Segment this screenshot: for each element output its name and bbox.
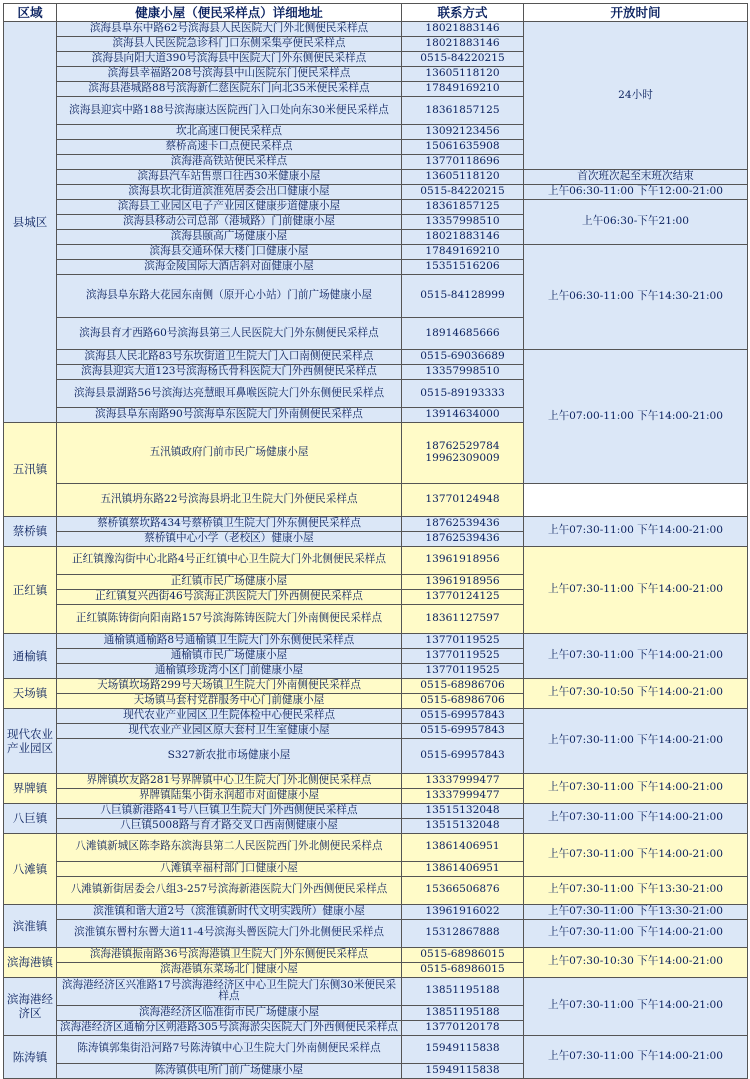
address-cell: 滨海县阜东南路90号滨海阜东医院大门外南侧便民采样点 [57,408,402,423]
address-cell: 五汛镇坍东路22号滨海县坍北卫生院大门外便民采样点 [57,484,402,517]
hours-cell: 上午07:00-11:00 下午14:00-21:00 [524,350,748,484]
hours-cell: 上午07:30-11:00 下午14:00-21:00 [524,516,748,546]
table-row [4,773,748,788]
address-cell: 五汛镇政府门前市民广场健康小屋 [57,423,402,484]
region-cell: 正红镇 [4,546,57,633]
phone-cell: 13770118696 [402,155,524,170]
phone-cell: 17849169210 [402,245,524,260]
header-row [4,4,748,22]
hours-cell: 上午07:30-11:00 下午14:00-21:00 [524,803,748,833]
table-row [4,977,748,1005]
table-row [4,200,748,215]
phone-cell: 13357998510 [402,215,524,230]
region-cell: 蔡桥镇 [4,516,57,546]
phone-cell: 13961916022 [402,904,524,919]
phone-cell: 15351516206 [402,260,524,275]
region-cell: 现代农业产业园区 [4,708,57,773]
table-row [4,919,748,947]
address-cell: 滨海县移动公司总部（港城路）门前健康小屋 [57,215,402,230]
hours-cell: 上午07:30-11:00 下午14:00-21:00 [524,633,748,678]
table-row [4,876,748,904]
address-cell: 八巨镇5008路与育才路交叉口西南侧健康小屋 [57,818,402,833]
table-row [4,245,748,260]
phone-cell: 18021883146 [402,230,524,245]
address-cell: 滨海县坎北街道滨淮苑居委会出口健康小屋 [57,185,402,200]
address-cell: 滨海县交通环保大楼门口健康小屋 [57,245,402,260]
table-row [4,708,748,723]
table-row [4,1035,748,1063]
phone-cell: 13851195188 [402,977,524,1005]
hours-cell: 上午07:30-11:00 下午14:00-21:00 [524,919,748,947]
hours-cell: 上午07:30-11:00 下午14:00-21:00 [524,773,748,803]
phone-cell: 0515-69957843 [402,738,524,773]
phone-cell: 15949115838 [402,1035,524,1063]
region-cell: 通榆镇 [4,633,57,678]
address-cell: 陈涛镇郭集街沿河路7号陈涛镇中心卫生院大门外南侧便民采样点 [57,1035,402,1063]
hours-cell: 上午07:30-11:00 下午14:00-21:00 [524,1035,748,1078]
phone-cell: 13337999477 [402,773,524,788]
address-cell: 滨海港高铁站便民采样点 [57,155,402,170]
address-cell: 通榆镇珍珑湾小区门前健康小屋 [57,663,402,678]
table-row [4,185,748,200]
address-cell: 滨淮镇和谐大道2号（滨淮镇新时代文明实践所）健康小屋 [57,904,402,919]
phone-cell: 18361857125 [402,97,524,125]
address-cell: 滨海县阜东中路62号滨海县人民医院大门外北侧便民采样点 [57,22,402,37]
phone-cell: 15312867888 [402,919,524,947]
address-cell: 现代农业产业园区卫生院体检中心便民采样点 [57,708,402,723]
address-cell: 滨海县景湖路56号滨海达亮慧眼耳鼻喉医院大门外东侧便民采样点 [57,380,402,408]
sampling-points-table [3,3,748,1079]
table-row [4,803,748,818]
phone-cell: 13605118120 [402,170,524,185]
address-cell: 滨海县迎宾大道123号滨海杨氏骨科医院大门外西侧便民采样点 [57,365,402,380]
hours-cell: 上午07:30-10:50 下午14:00-21:00 [524,678,748,708]
hours-cell: 上午06:30-11:00 下午12:00-21:00 [524,185,748,200]
hours-cell: 上午07:30-11:00 下午14:00-21:00 [524,546,748,633]
table-row [4,904,748,919]
phone-cell: 17849169210 [402,82,524,97]
phone-cell: 13961918956 [402,546,524,574]
address-cell: 滨海县向阳大道390号滨海县中医院大门外东侧便民采样点 [57,52,402,67]
address-cell: 正红镇市民广场健康小屋 [57,574,402,589]
phone-cell: 0515-69036689 [402,350,524,365]
address-cell: 通榆镇通榆路8号通榆镇卫生院大门外东侧便民采样点 [57,633,402,648]
phone-cell: 13605118120 [402,67,524,82]
phone-cell: 13337999477 [402,788,524,803]
address-cell: 蔡桥高速卡口点便民采样点 [57,140,402,155]
table-row [4,170,748,185]
phone-cell: 15949115838 [402,1063,524,1078]
phone-cell: 18021883146 [402,37,524,52]
phone-cell: 15366506876 [402,876,524,904]
phone-cell: 13092123456 [402,125,524,140]
table-row [4,833,748,861]
address-cell: 滨海金陵国际大酒店斜对面健康小屋 [57,260,402,275]
address-cell: 滨海县人民北路83号东坎街道卫生院大门入口南侧便民采样点 [57,350,402,365]
address-cell: 滨海县汽车站售票口往西30米健康小屋 [57,170,402,185]
hours-cell: 上午07:30-11:00 下午13:30-21:00 [524,876,748,904]
table-row [4,516,748,531]
address-cell: 滨海港经济区兴准路17号滨海港经济区中心卫生院大门东侧30米便民采样点 [57,977,402,1005]
region-cell: 滨海港经济区 [4,977,57,1035]
address-cell: 滨海县人民医院急诊科门口东侧采集亭便民采样点 [57,37,402,52]
address-cell: 现代农业产业园区原大套村卫生室健康小屋 [57,723,402,738]
table-row [4,678,748,693]
phone-cell: 18361857125 [402,200,524,215]
hours-cell: 上午07:30-11:00 下午14:00-21:00 [524,977,748,1035]
phone-cell: 13961918956 [402,574,524,589]
table-row [4,947,748,962]
phone-cell: 18762529784 19962309009 [402,423,524,484]
phone-cell: 0515-69957843 [402,708,524,723]
hours-cell: 24小时 [524,22,748,170]
table-row [4,633,748,648]
address-cell: 正红镇陈铸街向阳南路157号滨海陈铸医院大门外南侧便民采样点 [57,604,402,633]
region-cell: 界牌镇 [4,773,57,803]
hours-cell: 上午07:30-10:30 下午14:00-21:00 [524,947,748,977]
address-cell: 八滩镇幸福村部门口健康小屋 [57,861,402,876]
phone-cell: 0515-68986706 [402,678,524,693]
address-cell: 蔡桥镇蔡坎路434号蔡桥镇卫生院大门外东侧便民采样点 [57,516,402,531]
phone-cell: 13770119525 [402,663,524,678]
phone-cell: 18361127597 [402,604,524,633]
phone-cell: 13770120178 [402,1020,524,1035]
address-cell: 八滩镇新城区陈李路东滨海县第二人民医院西门外北侧便民采样点 [57,833,402,861]
header-hours: 开放时间 [524,4,748,22]
hours-cell: 上午06:30-11:00 下午14:30-21:00 [524,245,748,350]
phone-cell: 0515-84128999 [402,275,524,318]
phone-cell: 13861406951 [402,833,524,861]
hours-cell: 上午07:30-11:00 下午14:00-21:00 [524,708,748,773]
header-region: 区域 [4,4,57,22]
address-cell: 滨海县阜东路大花园东南侧（原开心小站）门前广场健康小屋 [57,275,402,318]
phone-cell: 13861406951 [402,861,524,876]
hours-cell: 首次班次起至末班次结束 [524,170,748,185]
phone-cell: 13357998510 [402,365,524,380]
phone-cell: 0515-89193333 [402,380,524,408]
phone-cell: 13851195188 [402,1005,524,1020]
address-cell: 滨海港镇振南路36号滨海港镇卫生院大门外东侧便民采样点 [57,947,402,962]
phone-cell: 13770124948 [402,484,524,517]
phone-cell: 18762539436 [402,516,524,531]
header-contact: 联系方式 [402,4,524,22]
phone-cell: 13770119525 [402,648,524,663]
address-cell: 滨海港经济区临准街市民广场健康小屋 [57,1005,402,1020]
phone-cell: 18914685666 [402,318,524,350]
address-cell: 八滩镇新街居委会八组3-257号滨海新港医院大门外西侧便民采样点 [57,876,402,904]
phone-cell: 13515132048 [402,818,524,833]
table-row [4,350,748,365]
address-cell: 滨海港镇东菜场北门健康小屋 [57,962,402,977]
address-cell: 滨海县颐高广场健康小屋 [57,230,402,245]
hours-cell: 上午07:30-11:00 下午13:30-21:00 [524,904,748,919]
phone-cell: 0515-84220215 [402,185,524,200]
hours-cell: 上午06:30-下午21:00 [524,200,748,245]
table-body [4,22,748,1079]
phone-cell: 13515132048 [402,803,524,818]
header-address: 健康小屋（便民采样点）详细地址 [57,4,402,22]
phone-cell: 18762539436 [402,531,524,546]
region-cell: 八巨镇 [4,803,57,833]
table-row [4,22,748,37]
address-cell: 滨海县育才西路60号滨海县第三人民医院大门外东侧便民采样点 [57,318,402,350]
phone-cell: 0515-68986706 [402,693,524,708]
address-cell: 通榆镇市民广场健康小屋 [57,648,402,663]
address-cell: 滨海县港城路88号滨海新仁慈医院东门向北35米便民采样点 [57,82,402,97]
region-cell: 八滩镇 [4,833,57,904]
address-cell: 滨海县迎宾中路188号滨海康达医院西门入口处向东30米便民采样点 [57,97,402,125]
phone-cell: 0515-69957843 [402,723,524,738]
address-cell: 界牌镇陆集小街永润超市对面健康小屋 [57,788,402,803]
region-cell: 陈涛镇 [4,1035,57,1078]
phone-cell: 18021883146 [402,22,524,37]
address-cell: 正红镇复兴西街46号滨海正洪医院大门外西侧便民采样点 [57,589,402,604]
region-cell: 五汛镇 [4,423,57,517]
address-cell: 蔡桥镇中心小学（老校区）健康小屋 [57,531,402,546]
phone-cell: 0515-68986015 [402,962,524,977]
phone-cell: 0515-84220215 [402,52,524,67]
region-cell: 滨淮镇 [4,904,57,947]
phone-cell: 13914634000 [402,408,524,423]
phone-cell: 15061635908 [402,140,524,155]
phone-cell: 13770124125 [402,589,524,604]
region-cell: 滨海港镇 [4,947,57,977]
address-cell: 八巨镇新港路41号八巨镇卫生院大门外西侧便民采样点 [57,803,402,818]
phone-cell: 0515-68986015 [402,947,524,962]
hours-cell: 上午07:30-11:00 下午14:00-21:00 [524,833,748,876]
address-cell: 天场镇坎场路299号天场镇卫生院大门外南侧便民采样点 [57,678,402,693]
address-cell: 正红镇豫沟街中心北路4号正红镇中心卫生院大门外北侧便民采样点 [57,546,402,574]
table-row [4,546,748,574]
address-cell: S327新农批市场健康小屋 [57,738,402,773]
address-cell: 滨海县工业园区电子产业园区健康步道健康小屋 [57,200,402,215]
address-cell: 滨淮镇东罾村东罾大道11-4号滨海头罾医院大门外北侧便民采样点 [57,919,402,947]
phone-cell: 13770119525 [402,633,524,648]
address-cell: 天场镇马套村党群服务中心门前健康小屋 [57,693,402,708]
address-cell: 坎北高速口便民采样点 [57,125,402,140]
region-cell: 天场镇 [4,678,57,708]
address-cell: 界牌镇坎友路281号界牌镇中心卫生院大门外北侧便民采样点 [57,773,402,788]
address-cell: 滨海港经济区通榆分区朔港路305号滨海淤尖医院大门外西侧便民采样点 [57,1020,402,1035]
address-cell: 滨海县幸福路208号滨海县中山医院东门便民采样点 [57,67,402,82]
region-cell: 县城区 [4,22,57,423]
address-cell: 陈涛镇供电所门前广场健康小屋 [57,1063,402,1078]
table-row [4,484,748,517]
